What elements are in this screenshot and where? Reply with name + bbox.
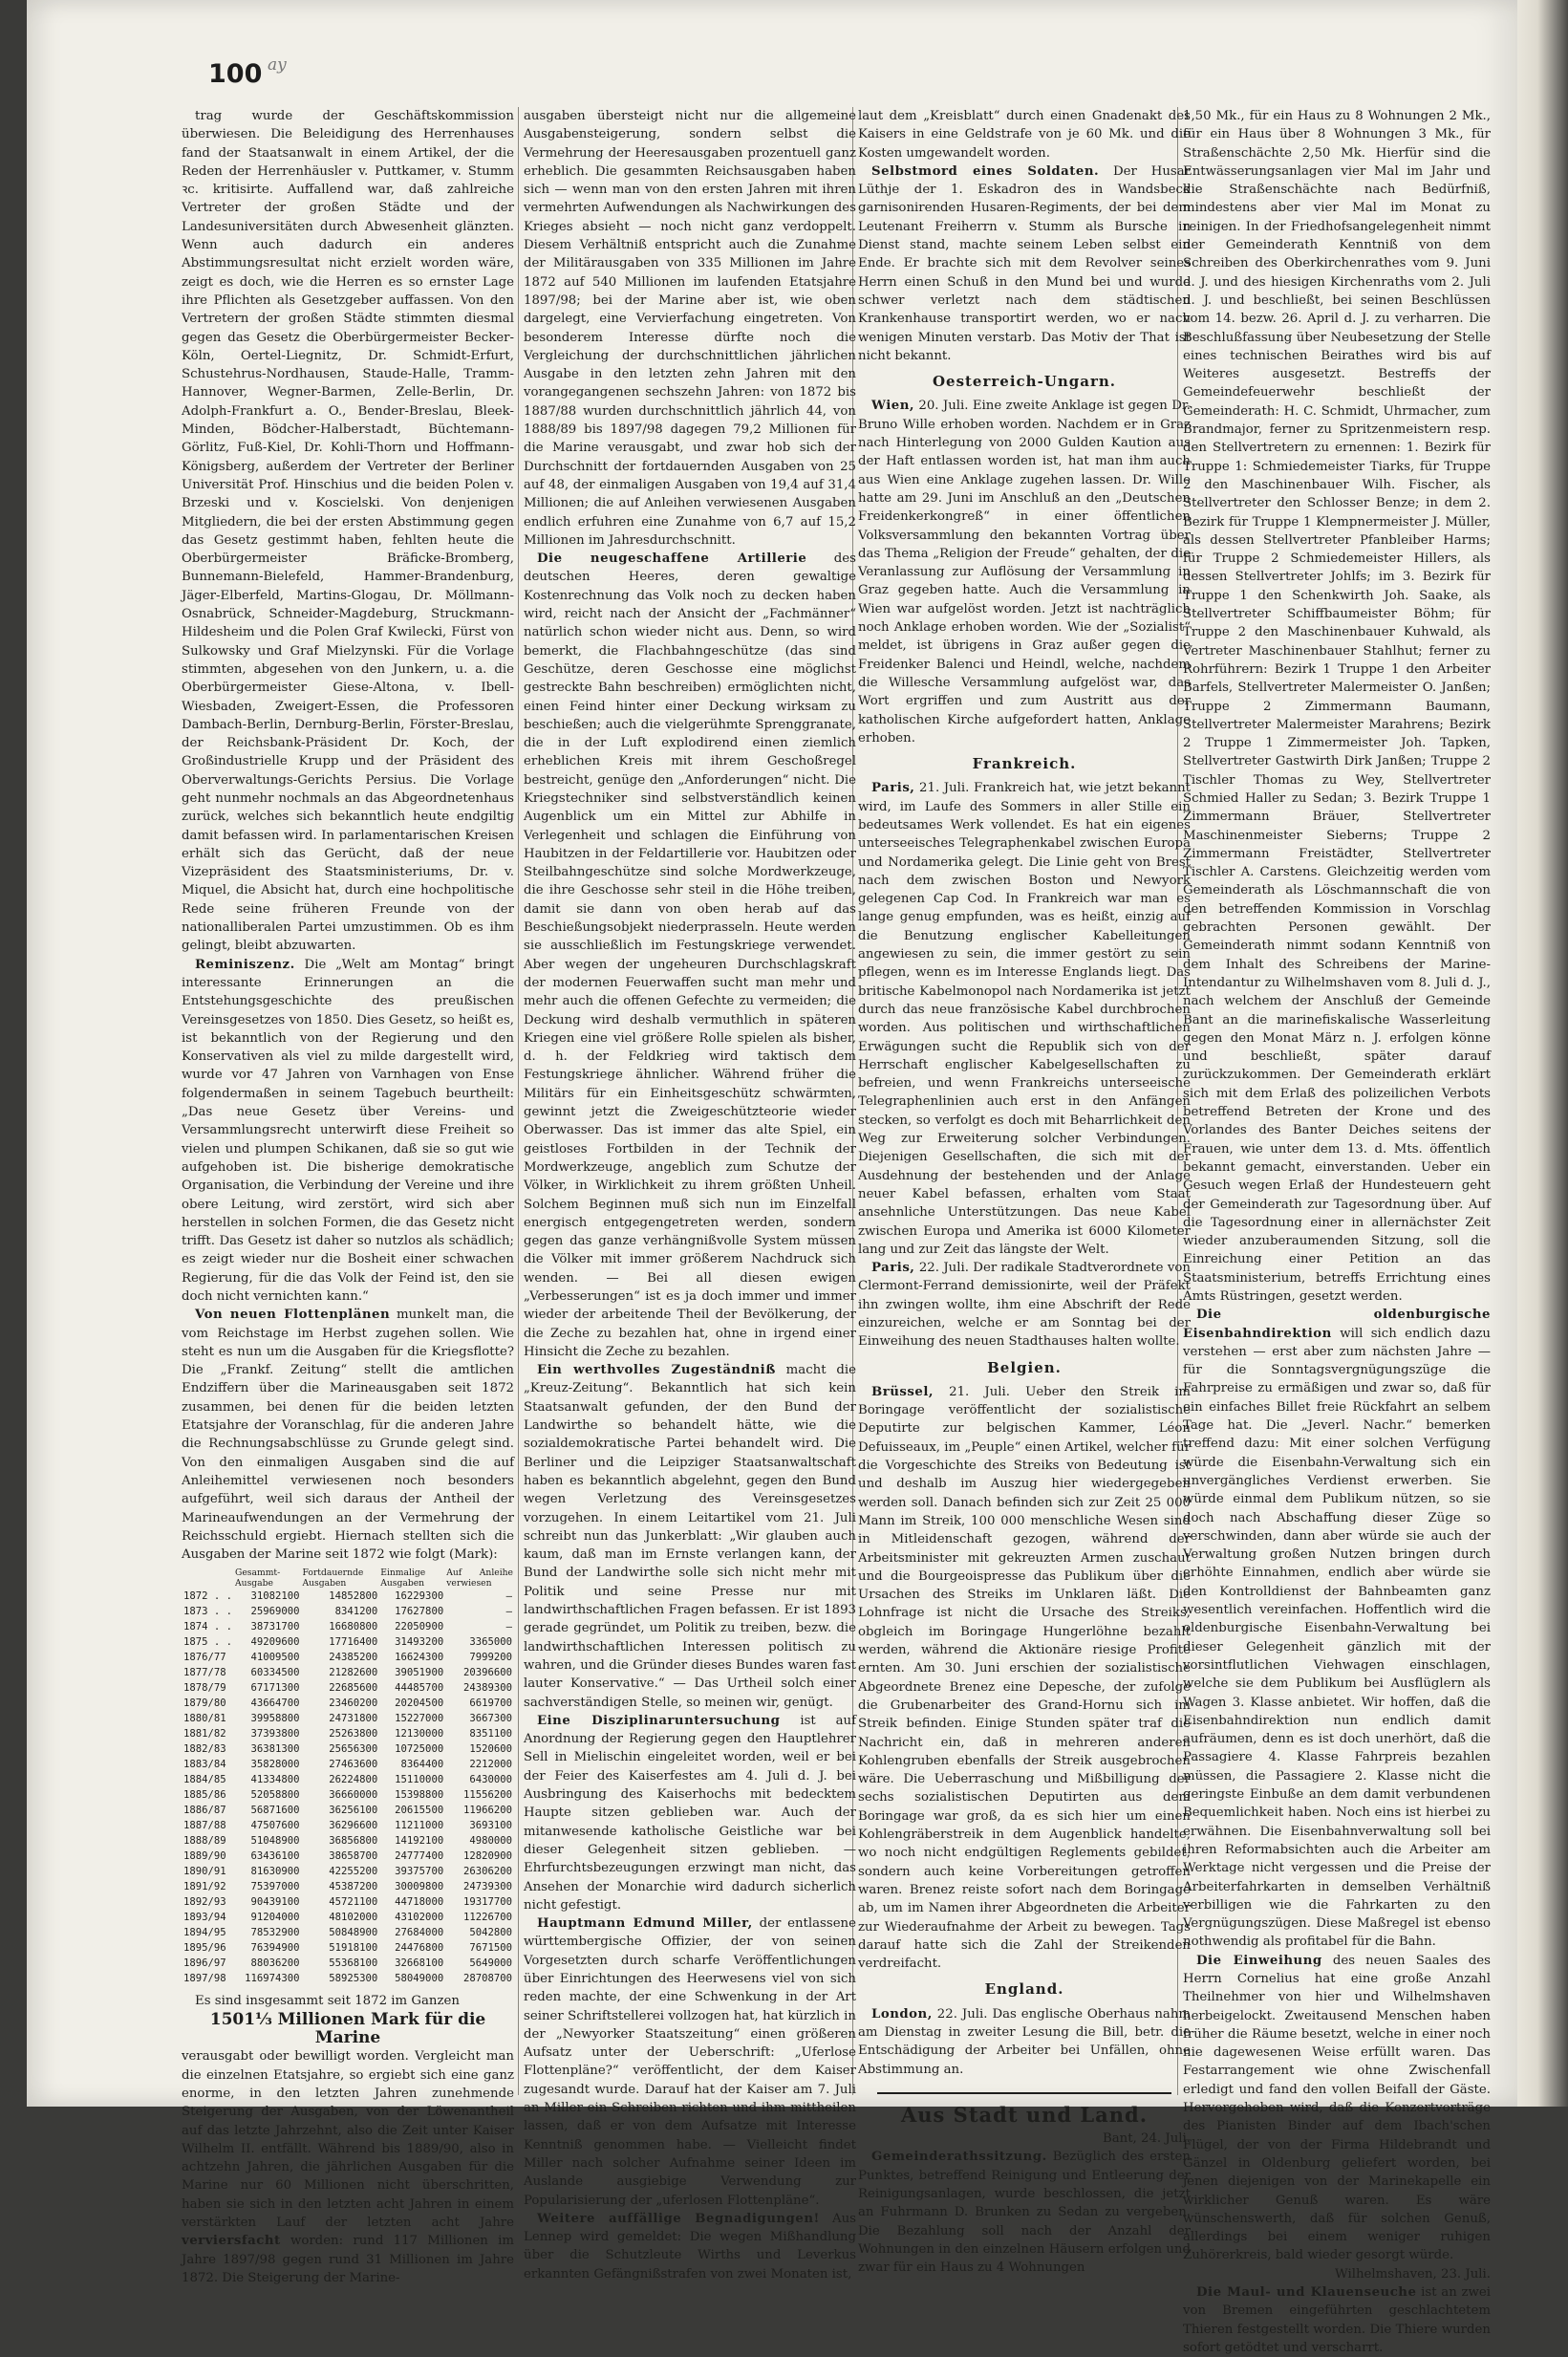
table-value-cell: 12820900 — [462, 1850, 512, 1863]
article-text: des deutschen Heeres, deren gewaltige Kostenrechnung das Volk noch zu decken haben wird, reicht nach der Ansicht der „Fachmänner“ natürlich schon wieder nicht aus. Denn, so wird bemerkt, die Flachbahngeschütze (das sind Geschütze, deren Geschosse eine möglichst gestreckte Bahn beschreiben) ermöglichten nicht, einen Feind hinter einer Deckung wirksam zu beschießen; auch die vielgerühmte Sprenggranate, die in der Luft explodirend einen ziemlich erheblichen Kreis mit ihrem Geschoßregel bestreicht, genüge den „Anforderungen“ nicht. Die Kriegstechniker sind selbstverständlich keinen Augenblick um ein Mittel zur Abhilfe in Verlegenheit und schlagen die Einführung von Haubitzen in der Feldartillerie vor. Haubitzen oder Steilbahngeschütze sind solche Mordwerkzeuge, die ihre Geschosse sehr steil in die Höhe treiben, damit sie dann von oben herab auf das Beschießungsobjekt niederprasseln. Heute werden sie ausschließlich im Festungskriege verwendet. Aber wegen der ungeheuren Durchschlagskraft der modernen Feuerwaffen sucht man mehr und mehr auch die offenen Gefechte zu vermeiden; die Deckung wird deshalb vermuthlich in späteren Kriegen eine viel größere Rolle spielen als bisher, d. h. der Feldkrieg wird taktisch dem Festungskriege ähnlicher. Während früher die Militärs für ein Einheitsgeschütz schwärmten, gewinnt jetzt die Zweigeschützteorie wieder Oberwasser. Das ist immer das alte Spiel, ein geistloses Fortbilden in der Technik der Mordwerkzeuge, angeblich zum Schutze der Völker, in Wirklichkeit zu ihrem größten Unheil. Solchem Beginnen muß sich nun im Einzelfall energisch entgegengetreten werden, sondern gegen das ganze verhängnißvolle System müssen die Völker mit immer größerem Nachdruck sich wenden. — Bei all diesen ewigen „Verbesserungen“ ist es ja doch immer und immer wieder der arbeitende Theil der Bevölkerung, der die Zeche zu bezahlen hat, ohne in irgend einer Hinsicht die Zeche zu bezahlen. — [524, 551, 856, 1359]
table-row — [182, 1879, 514, 1894]
table-row — [182, 1741, 514, 1757]
table-year-cell: 1885/86 — [183, 1789, 226, 1802]
table-value-cell: 20396600 — [462, 1667, 512, 1679]
table-value-cell: 42255200 — [329, 1866, 378, 1878]
article-text: ist auf Anordnung der Regierung gegen den Hauptlehrer Sell in Mielischin eingeleitet worden, weil er bei der Feier des Kaiserfestes am 4. Juli d. J. bei Ausbringung des Kaiserhochs mit bedecktem Haupte sitzen geblieben war. Auch der mitanwesende katholische Geistliche war bei dieser Gelegenheit sitzen geblieben. — Ehrfurchtsbezeugungen erzwingt man nicht, das Ansehen der Monarchie wird dadurch sicherlich nicht gefestigt. — [524, 1713, 857, 1913]
table-value-cell: 15227000 — [395, 1713, 444, 1725]
article-heading: Die Maul- und Klauenseuche — [1196, 2285, 1417, 2301]
column-1 — [182, 107, 514, 2285]
article-paragraph — [182, 2047, 514, 2287]
table-value-cell: 45721100 — [329, 1896, 378, 1909]
table-value-cell: 16229300 — [395, 1590, 444, 1603]
table-year-cell: 1878/79 — [183, 1682, 226, 1695]
table-value-cell: 51918100 — [329, 1942, 378, 1955]
article-text: worden: rund 117 Millionen im Jahre 1897/98 gegen rund 31 Millionen im Jahre 1872. Die Steigerung der Marine- — [182, 2234, 514, 2285]
table-value-cell: 11211000 — [395, 1820, 444, 1832]
article-text: macht die „Kreuz-Zeitung“. Bekanntlich hat sich kein Staatsanwalt gefunden, der den Bund der Landwirthe so behandelt hätte, wie die sozialdemokratische Partei behandelt wird. Die Berliner und die Leipziger Staatsanwaltschaft haben es bekanntlich abgelehnt, gegen den Bund wegen Verletzung des Vereinsgesetzes vorzugehen. In einem Leitartikel vom 21. Juli schreibt nun das Junkerblatt: „Wir glauben auch kaum, daß man im Ernste verlangen kann, der Bund der Landwirthe solle sich nicht mehr mit Politik und seine Presse nur mit landwirthschaftlichen Fragen befassen. Er ist 1893 gerade gegründet, um Politik zu treiben, bezw. die landwirthschaftlichen Interessen politisch zu wahren, und die Gründer dieses Bundes waren fast lauter Konservative.“ — Das Urtheil solch einer sachverständigen Stelle, so meinen wir, genügt. — [524, 1363, 856, 1710]
marine-expenditure-table — [182, 1568, 514, 1986]
table-value-cell: 47507600 — [250, 1820, 300, 1832]
table-row — [182, 1696, 514, 1711]
table-row — [182, 1680, 514, 1696]
table-value-cell: 38658700 — [329, 1850, 378, 1863]
dateline-place: Paris, — [871, 781, 915, 796]
table-value-cell: 27463600 — [329, 1759, 378, 1771]
table-value-cell: 88036200 — [250, 1957, 300, 1970]
table-value-cell: 30009800 — [395, 1881, 444, 1893]
table-value-cell: 81630900 — [250, 1866, 300, 1878]
article-text: der entlassene württembergische Offizier, der von seinen Vorgesetzten durch scharfe Veröffentlichungen über Einrichtungen des Heerwesens viel von sich reden machte, der eine Schwenkung in der Art seiner Schriftstellerei vollzogen hat, hat kürzlich in der „Newyorker Staatszeitung“ einen größeren Aufsatz unter der Ueberschrift: „Uferlose Flottenpläne?“ veröffentlicht, der dem Kaiser zugesandt wurde. Darauf hat der Kaiser am 7. Juli an Miller ein Schreiben richten und ihm mittheilen lassen, daß er von dem Aufsatze mit Interesse Kenntniß genommen habe. — Vielleicht findet Miller nach solcher Aufnahme seiner Ideen im Auslande ausgiebige Verwendung zur Popularisierung der „uferlosen Flottenpläne“. — [524, 1916, 856, 2208]
table-row — [182, 1787, 514, 1803]
table-year-cell: 1879/80 — [183, 1697, 226, 1710]
article-paragraph: Es sind insgesammt seit 1872 im Ganzen — [195, 1994, 460, 2009]
column-2 — [524, 107, 857, 2281]
article-paragraph: laut dem „Kreisblatt“ durch einen Gnadenakt des Kaisers in eine Geldstrafe von je 60 Mk. und die Kosten umgewandelt worden. — [858, 109, 1191, 161]
table-value-cell: 11556200 — [462, 1789, 512, 1802]
table-value-cell: 5649000 — [469, 1957, 512, 1970]
dateline: Wilhelmshaven, 23. Juli. — [1335, 2266, 1491, 2281]
table-value-cell: 6619700 — [469, 1697, 512, 1710]
table-value-cell: 21282600 — [329, 1667, 378, 1679]
article-heading: Weitere auffällige Begnadigungen! — [537, 2211, 820, 2226]
article-heading: Reminiszenz. — [195, 957, 295, 972]
table-value-cell: 55368100 — [329, 1957, 378, 1970]
table-year-cell: 1886/87 — [183, 1805, 226, 1817]
pencil-mark: ay — [268, 55, 287, 75]
table-value-cell: 28708700 — [462, 1973, 512, 1985]
dateline-place: Paris, — [871, 1261, 915, 1276]
table-value-cell: 36381300 — [250, 1743, 300, 1756]
table-value-cell: 36256100 — [329, 1805, 378, 1817]
article-paragraph — [524, 550, 856, 1361]
table-year-cell: 1889/90 — [183, 1850, 226, 1863]
table-value-cell: 52058800 — [250, 1789, 300, 1802]
table-value-cell: 27684000 — [395, 1927, 444, 1939]
table-value-cell: 51048900 — [250, 1835, 300, 1848]
table-value-cell: 36660000 — [329, 1789, 378, 1802]
table-value-cell: 5042800 — [469, 1927, 512, 1939]
table-value-cell: 24385200 — [329, 1652, 378, 1664]
table-value-cell: 26224800 — [329, 1774, 378, 1786]
table-header-cell: Fortdauernde Ausgaben — [302, 1568, 364, 1589]
table-value-cell: 7999200 — [469, 1652, 512, 1664]
table-value-cell: 44718000 — [395, 1896, 444, 1909]
article-text: 22. Juli. Das englische Oberhaus nahm am Dienstag in zweiter Lesung die Bill, betr. die Entschädigung der Arbeiter bei Unfällen, ohne Abstimmung an. — [858, 2006, 1191, 2077]
article-paragraph — [524, 1361, 856, 1712]
table-year-cell: 1897/98 — [183, 1973, 226, 1985]
column-rule — [518, 107, 519, 2095]
section-heading: Frankreich. — [972, 755, 1077, 773]
table-value-cell: 35828000 — [250, 1759, 300, 1771]
table-value-cell: 8364400 — [400, 1759, 444, 1771]
article-text: ist an zwei von Bremen eingeführten geschlachtetem Thieren festgestellt worden. Die Thiere wurden sofort getödtet und verscharrt. — [1183, 2285, 1491, 2355]
article-text: Bezüglich des ersten Punktes, betreffend Reinigung und Entleerung der Reinigungsanlagen, wurde beschlossen, die jetzt an Fuhrmann D. Brunken zu Sedan zu vergeben. Die Bezahlung soll nach der Anzahl der Wohnungen in den einzelnen Häusern erfolgen und zwar für ein Haus zu 4 Wohnungen — [858, 2150, 1191, 2276]
table-value-cell: 8351100 — [469, 1728, 512, 1741]
table-year-cell: 1876/77 — [183, 1652, 226, 1664]
table-row — [182, 1726, 514, 1741]
table-value-cell: 11226700 — [462, 1912, 512, 1924]
table-value-cell: 41009500 — [250, 1652, 300, 1664]
table-value-cell: 31082100 — [250, 1590, 300, 1603]
table-value-cell: 3667300 — [469, 1713, 512, 1725]
table-value-cell: 20615500 — [395, 1805, 444, 1817]
table-value-cell: 75397000 — [250, 1881, 300, 1893]
table-value-cell: 14852800 — [329, 1590, 378, 1603]
table-value-cell: 15398800 — [395, 1789, 444, 1802]
article-paragraph — [858, 779, 1191, 1259]
table-value-cell: 36856800 — [329, 1835, 378, 1848]
table-value-cell: — — [505, 1606, 512, 1618]
table-value-cell: 91204000 — [250, 1912, 300, 1924]
table-value-cell: 49209600 — [250, 1636, 300, 1649]
article-paragraph — [858, 2148, 1191, 2277]
table-value-cell: 76394900 — [250, 1942, 300, 1955]
article-paragraph — [858, 1383, 1191, 1974]
table-year-cell: 1894/95 — [183, 1927, 226, 1939]
table-row — [182, 1833, 514, 1849]
table-value-cell: 60334500 — [250, 1667, 300, 1679]
table-value-cell: 24739300 — [462, 1881, 512, 1893]
article-heading: Von neuen Flottenplänen — [195, 1308, 391, 1323]
table-row — [182, 1910, 514, 1925]
table-value-cell: 12130000 — [395, 1728, 444, 1741]
table-value-cell: 20204500 — [395, 1697, 444, 1710]
table-value-cell: 48102000 — [329, 1912, 378, 1924]
table-value-cell: 17627800 — [395, 1606, 444, 1618]
table-value-cell: 6430000 — [469, 1774, 512, 1786]
table-row — [182, 1864, 514, 1879]
table-value-cell: 26306200 — [462, 1866, 512, 1878]
table-value-cell: 67171300 — [250, 1682, 300, 1695]
table-year-cell: 1888/89 — [183, 1835, 226, 1848]
table-value-cell: 41334800 — [250, 1774, 300, 1786]
article-paragraph — [524, 1712, 856, 1914]
table-value-cell: — — [505, 1590, 512, 1603]
table-row — [182, 1665, 514, 1680]
table-row — [182, 1757, 514, 1772]
article-heading: Die Einweihung — [1196, 1953, 1322, 1968]
table-year-cell: 1882/83 — [183, 1743, 226, 1756]
table-value-cell: 39958800 — [250, 1713, 300, 1725]
table-year-cell: 1880/81 — [183, 1713, 226, 1725]
article-text: 22. Juli. Der radikale Stadtverordnete von Clermont-Ferrand demissionirte, weil der Präfekt ihn zwingen wollte, ihm eine Abschrift der Rede einzureichen, welche er am Sonntag bei der Einweihung des neuen Stadthauses halten wollte. — [858, 1261, 1191, 1350]
article-text: Die „Welt am Montag“ bringt interessante Erinnerungen an die Entstehungsgeschichte des preußischen Vereinsgesetzes von 1850. Dies Gesetz, so heißt es, ist bekanntlich von der Regierung und den Konservativen als viel zu milde dargestellt wird, wurde vor 47 Jahren von Varnhagen von Ense folgendermaßen in seinem Tagebuch beurtheilt: „Das neue Gesetz über Vereins- und Versammlungsrecht unterwirft diese Freiheit so vielen und plumpen Schikanen, daß sie so gut wie aufgehoben ist. Die bisherige demokratische Organisation, die Verbindung der Vereine und ihre obere Leitung, wird zerstört, wird sich aber herstellen in solchen Formen, die das Gesetz nicht trifft. Das Gesetz ist daher so nutzlos als schädlich; es zeigt wieder nur die Bosheit einer schwachen Regierung, für die das Volk der Feind ist, den sie doch nicht vernichten kann.“ — [182, 957, 514, 1304]
table-value-cell: 25969000 — [250, 1606, 300, 1618]
dateline-place: Wien, — [871, 399, 915, 414]
table-year-cell: 1884/85 — [183, 1774, 226, 1786]
table-year-cell: 1874 . . — [183, 1621, 233, 1633]
table-value-cell: 45387200 — [329, 1881, 378, 1893]
table-row — [182, 1619, 514, 1634]
table-value-cell: 36296600 — [329, 1820, 378, 1832]
table-value-cell: 116974300 — [245, 1973, 300, 1985]
table-value-cell: 39051900 — [395, 1667, 444, 1679]
article-text: Aus Lennep wird gemeldet: Die wegen Mißhandlung über die Schutzleute Wirths und Leverkus erkannten Gefängnißstrafen von zwei Monaten ist, — [524, 2211, 856, 2281]
table-year-cell: 1877/78 — [183, 1667, 226, 1679]
table-row — [182, 1772, 514, 1787]
section-heading: England. — [984, 1980, 1064, 1999]
table-header-cell: Auf Anleihe verwiesen — [446, 1568, 513, 1589]
column-4 — [1183, 107, 1491, 2355]
article-heading: Hauptmann Edmund Miller, — [537, 1916, 753, 1932]
column-3 — [858, 107, 1192, 2276]
table-row — [182, 1925, 514, 1940]
article-paragraph — [182, 1306, 514, 1564]
page-number: 100 — [208, 59, 263, 89]
article-paragraph — [182, 956, 514, 1307]
article-text: 21. Juli. Frankreich hat, wie jetzt bekannt wird, im Laufe des Sommers in aller Stille ein bedeutsames Werk vollendet. Es hat ein eigenes unterseeisches Telegraphenkabel zwischen Europa und Nordamerika gelegt. Die Linie geht von Brest nach dem zwischen Boston und Newyork gelegenen Cap Cod. In Frankreich war man es lange genug empfunden, was es heißt, einzig auf die Benutzung englischer Kabelleitungen angewiesen zu sein, die immer gestört zu sein pflegen, wenn es im Interesse Englands liegt. Das britische Kabelmonopol nach Nordamerika ist jetzt durch das neue französische Kabel durchbrochen worden. Aus politischen und wirthschaftlichen Erwägungen sucht die Republik sich von der Herrschaft englischer Kabelgesellschaften zu befreien, und wenn Frankreichs unterseeische Telegraphenlinien auch erst in den Anfängen stecken, so verfolgt es doch mit Beharrlichkeit den Weg zur Erweiterung solcher Verbindungen. Diejenigen Gesellschaften, die sich mit der Ausdehnung der bestehenden und der Anlage neuer Kabel befassen, erhalten vom Staat ansehnliche Unterstützungen. Das neue Kabel zwischen Europa und Amerika ist 6000 Kilometer lang und zur Zeit das längste der Welt. — [858, 781, 1191, 1257]
table-value-cell: 7671500 — [469, 1942, 512, 1955]
article-paragraph — [524, 2210, 856, 2283]
table-value-cell: 8341200 — [334, 1606, 378, 1618]
article-text: des neuen Saales des Herrn Cornelius hat eine große Anzahl Theilnehmer von hier und Wilhelmshaven herbeigelockt. Zweitausend Menschen haben früher die Räume besetzt, welche in einer noch nie dagewesenen Weise erfüllt waren. Das Festarrangement wie ohne Zwischenfall erledigt und fand den vollen Beifall der Gäste. Hervorgehoben wird, daß die Konzertvorträge des Pianisten Binder auf dem Ibach'schen Flügel, der von der Firma Hildebrandt und Gänzel in Oldenburg geliefert worden, bei jenen diejenigen von der Marinekapelle ein wirklicher Genuß waren. Es wäre wünschenswerth, daß für solchen Genuß, allerdings bei einem weniger ruhigen Zuhörerkreis, bald wieder gesorgt würde. — [1183, 1953, 1491, 2263]
table-value-cell: 16680800 — [329, 1621, 378, 1633]
dateline: Bant, 24. Juli. — [1102, 2131, 1191, 2147]
table-value-cell: 16624300 — [395, 1652, 444, 1664]
table-value-cell: 15110000 — [395, 1774, 444, 1786]
table-year-cell: 1883/84 — [183, 1759, 226, 1771]
table-header-cell: Einmalige Ausgaben — [380, 1568, 426, 1589]
table-value-cell: 24731800 — [329, 1713, 378, 1725]
table-row — [182, 1818, 514, 1833]
table-row — [182, 1971, 514, 1986]
table-value-cell: 58925300 — [329, 1973, 378, 1985]
table-value-cell: — — [505, 1621, 512, 1633]
table-value-cell: 17716400 — [329, 1636, 378, 1649]
table-value-cell: 38731700 — [250, 1621, 300, 1633]
table-value-cell: 24476800 — [395, 1942, 444, 1955]
table-value-cell: 22685600 — [329, 1682, 378, 1695]
table-value-cell: 24777400 — [395, 1850, 444, 1863]
article-text: 21. Juli. Ueber den Streik im Boringage veröffentlicht der sozialistische Deputirte zur belgischen Kammer, Léon Defuisseaux, im „Peuple“ einen Artikel, welcher für die Vorgeschichte des Streiks von Bedeutung ist und deshalb im Auszug hier wiedergegeben werden soll. Danach befinden sich zur Zeit 25 000 Mann im Streik, 100 000 menschliche Wesen sind in Mitleidenschaft gezogen, während der Arbeitsminister mit gekreuzten Armen zuschaut und die Bourgeoispresse das Publikum über die Ursachen des Streiks im Unklaren läßt. Die Lohnfrage ist nicht die Ursache des Streiks, obgleich im Boringage Hungerlöhne bezahlt werden, während die Aktionäre riesige Profite ernten. Am 30. Juni erschien der sozialistische Abgeordnete Brenez eine Depesche, der zufolge die Grubenarbeiter des Grand-Hornu sich im Streik befinden. Einige Stunden später traf die Nachricht ein, daß in mehreren anderen Kohlengruben ebenfalls der Streik ausgebrochen wäre. Die Ueberraschung und Mißbilligung der sechs sozialistischen Deputirten aus dem Boringage war groß, da es sich hier um einen Kohlengräberstreik in dem Augenblick handelte, wo noch nicht endgültigen Reglements gebildet, sondern auch keine Vorbereitungen getroffen waren. Brenez reiste sofort nach dem Boringage ab, um im Namen ihrer Abgeordneten die Arbeiter zur Wiederaufnahme der Arbeit zu bewegen. Tags darauf hatte sich die Zahl der Streikenden verdreifacht. — [858, 1384, 1192, 1972]
article-heading: Gemeinderathssitzung. — [871, 2150, 1047, 2165]
article-heading: Ein werthvolles Zugeständniß — [537, 1363, 776, 1378]
table-row — [182, 1849, 514, 1864]
table-value-cell: 50848900 — [329, 1927, 378, 1939]
article-paragraph — [858, 2005, 1191, 2079]
table-year-cell: 1895/96 — [183, 1942, 226, 1955]
article-heading: Eine Disziplinaruntersuchung — [537, 1713, 781, 1728]
local-news-title: Aus Stadt und Land. — [900, 2102, 1149, 2127]
table-year-cell: 1881/82 — [183, 1728, 226, 1741]
table-value-cell: 23460200 — [329, 1697, 378, 1710]
table-year-cell: 1892/93 — [183, 1896, 226, 1909]
article-paragraph — [858, 397, 1191, 747]
table-value-cell: 25656300 — [329, 1743, 378, 1756]
table-year-cell: 1890/91 — [183, 1866, 226, 1878]
article-paragraph — [858, 162, 1191, 365]
section-heading: Belgien. — [987, 1358, 1062, 1376]
table-header-cell: Gesammt-Ausgabe — [235, 1568, 281, 1589]
section-heading: Oesterreich-Ungarn. — [932, 373, 1117, 391]
table-value-cell: 63436100 — [250, 1850, 300, 1863]
table-value-cell: 10725000 — [395, 1743, 444, 1756]
article-heading: Die oldenburgische Eisenbahndirektion — [1183, 1308, 1491, 1341]
table-value-cell: 14192100 — [395, 1835, 444, 1848]
table-row — [182, 1634, 514, 1650]
article-text: 20. Juli. Eine zweite Anklage ist gegen Dr. Bruno Wille erhoben worden. Nachdem er in Graz nach Hinterlegung von 2000 Gulden Kaution aus der Haft entlassen worden ist, hat man ihm auch aus Wien eine Anklage zugehen lassen. Dr. Wille hatte am 29. Juni im Anschluß an den „Deutschen Freidenkerkongreß“ in einer öffentlichen Volksversammlung den bekannten Vortrag über das Thema „Religion der Freude“ gehalten, der die Veranlassung zur Auflösung der Versammlung in Graz gegeben hatte. Auch die Versammlung in Wien war aufgelöst worden. Jetzt ist nachträglich noch Anklage erhoben worden. Wie der „Sozialist“ meldet, ist übrigens in Graz außer gegen die Freidenker Balenci und Heindl, welche, nachdem die Willesche Versammlung aufgelöst war, das Wort ergriffen und zum Austritt aus der katholischen Kirche aufgefordert hatten, Anklage erhoben. — [858, 399, 1191, 746]
table-row — [182, 1650, 514, 1665]
table-value-cell: 2212000 — [469, 1759, 512, 1771]
dateline-place: Brüssel, — [871, 1384, 934, 1399]
table-value-cell: 58049000 — [395, 1973, 444, 1985]
table-value-cell: 3693100 — [469, 1820, 512, 1832]
table-year-cell: 1875 . . — [183, 1636, 233, 1649]
table-value-cell: 90439100 — [250, 1896, 300, 1909]
table-value-cell: 19317700 — [462, 1896, 512, 1909]
dateline-place: London, — [871, 2006, 933, 2022]
article-paragraph — [1183, 1306, 1491, 1951]
table-value-cell: 32668100 — [395, 1957, 444, 1970]
table-value-cell: 25263800 — [329, 1728, 378, 1741]
table-value-cell: 24389300 — [462, 1682, 512, 1695]
article-paragraph — [1183, 2283, 1491, 2357]
headline-total: 1501⅓ Millionen Mark für die Marine — [209, 2009, 486, 2048]
table-year-cell: 1887/88 — [183, 1820, 226, 1832]
article-text: will sich endlich dazu verstehen — erst aber zum nächsten Jahre — für die Sonntagsvergnügungszüge die Fahrpreise zu ermäßigen und zwar so, daß für ein einfaches Billet freie Rückfahrt an selbem Tage hat. Die „Jeverl. Nachr.“ bemerken treffend dazu: Mit einer solchen Verfügung würde die Eisenbahn-Verwaltung sich ein unvergängliches Verdienst erwerben. Sie würde einmal dem Publikum nützen, so sie doch nach Abschaffung dieser Züge so verschwinden, dann aber würde sie auch der Verwaltung großen Nutzen bringen durch erhöhte Einnahmen, endlich aber würde sie den Kontrolldienst der Bahnbeamten ganz wesentlich vereinfachen. Hoffentlich wird die oldenburgische Eisenbahn-Verwaltung bei dieser Gelegenheit gänzlich mit der vorsintflutlichen Viehwagen einschlagen, welche sie dem Publikum bei Ausflüglern als Wagen 3. Klasse anbietet. Wir hoffen, daß die Eisenbahndirektion nun endlich damit aufräumen, denn es ist doch unerhört, daß die Passagiere 4. Klasse Fahrpreis bezahlen müssen, die Passagiere 2. Klasse nicht die geringste Einbuße an dem damit verbundenen Bequemlichkeit haben. Noch eins ist hierbei zu erwähnen. Die Eisenbahnverwaltung soll bei ihren Reformabsichten auch die Arbeiter am Werktage nicht vergessen und die Preise der Arbeiterfahrkarten in demselben Verhältniß verbilligen wie die Fahrkarten zu den Vergnügungszügen. Diese Maßregel ist ebenso nothwendig als profitabel für die Bahn. — [1183, 1326, 1491, 1950]
table-value-cell: 56871600 — [250, 1805, 300, 1817]
table-header-cell — [182, 1568, 234, 1589]
table-row — [182, 1589, 514, 1604]
table-year-cell: 1896/97 — [183, 1957, 226, 1970]
article-text: verausgabt oder bewilligt worden. Vergleicht man die einzelnen Etatsjahre, so ergiebt sich eine ganz enorme, in den letzten Jahren zunehmende Steigerung der Ausgaben, von der Löwenantheil auf das letzte Jahrzehnt, also die Zeit unter Kaiser Wilhelm II. entfällt. Während bis 1889/90, also in achtzehn Jahren, die jährlichen Ausgaben für die Marine nur 60 Millionen nicht überschritten, haben sie sich in den letzten acht Jahren in einem verstärkten Lauf der letzten acht Jahre — [182, 2049, 514, 2231]
article-paragraph: ausgaben übersteigt nicht nur die allgemeine Ausgabensteigerung, sondern selbst die Vermehrung der Heeresausgaben prozentuell ganz erheblich. Die gesammten Reichsausgaben haben sich — wenn man von den ersten Jahren mit ihren vermehrten Aufwendungen als Nachwirkungen des Krieges absieht — noch nicht ganz verdoppelt. Diesem Verhältniß entspricht auch die Zunahme der Militärausgaben von 335 Millionen im Jahre 1872 auf 540 Millionen im laufenden Etatsjahre 1897/98; bei der Marine aber ist, wie oben dargelegt, eine Vervierfachung eingetreten. Von besonderem Interesse dürfte noch die Vergleichung der durchschnittlichen jährlichen Ausgabe in den letzten zehn Jahren mit den vorangegangenen sechszehn Jahren: von 1872 bis 1887/88 wurden durchschnittlich jährlich 44, von 1888/89 bis 1897/98 dagegen 79,2 Millionen für die Marine verausgabt, und zwar hob sich der Durchschnitt der fortdauernden Ausgaben von 25 auf 48, der einmaligen Ausgaben von 19,4 auf 31,4 Millionen; die auf Anleihen verwiesenen Ausgaben endlich erfuhren eine Zunahme von 6,7 auf 15,2 Millionen im Jahresdurchschnitt. — [524, 109, 856, 548]
article-heading: Selbstmord eines Soldaten. — [871, 163, 1100, 179]
table-row — [182, 1956, 514, 1971]
table-year-cell: 1893/94 — [183, 1912, 226, 1924]
article-heading: Die neugeschaffene Artillerie — [537, 551, 807, 567]
table-row — [182, 1894, 514, 1910]
article-text: munkelt man, die vom Reichstage im Herbst zugehen sollen. Wie steht es nun um die Ausgaben für die Kriegsflotte? Die „Frankf. Zeitung“ stellt die amtlichen Endziffern über die Marineausgaben seit 1872 zusammen, bei denen für die beiden letzten Etatsjahre der Voranschlag, für die anderen Jahre die Rechnungsabschlüsse zu Grunde gelegt sind. Von den einmaligen Ausgaben sind die auf Anleihemittel verwiesenen noch besonders aufgeführt, weil sich daraus der Antheil der Marineaufwendungen an der Vermehrung der Reichsschuld ergiebt. Hiernach stellten sich die Ausgaben der Marine seit 1872 wie folgt (Mark): — [182, 1308, 514, 1563]
emphasis-text: verviersfacht — [182, 2234, 281, 2249]
table-year-cell: 1891/92 — [183, 1881, 226, 1893]
table-value-cell: 11966200 — [462, 1805, 512, 1817]
table-row — [182, 1803, 514, 1818]
table-value-cell: 78532900 — [250, 1927, 300, 1939]
table-value-cell: 4980000 — [469, 1835, 512, 1848]
article-paragraph: 1,50 Mk., für ein Haus zu 8 Wohnungen 2 Mk., für ein Haus über 8 Wohnungen 3 Mk., für Straßenschächte 2,50 Mk. Hierfür sind die Entwässerungsanlagen vier Mal im Jahr und die Straßenschächte nach Bedürfniß, mindestens aber vier Mal im Monat zu reinigen. In der Friedhofsangelegenheit nimmt der Gemeinderath Kenntniß von dem Schreiben des Oberkirchenrathes vom 9. Juni d. J. und des hiesigen Kirchenraths vom 2. Juli d. J. und beschließt, bei seinen Beschlüssen vom 14. bezw. 26. April d. J. zu verharren. Die Beschlußfassung über Neubesetzung der Stelle eines technischen Beirathes wird bis auf Weiteres ausgesetzt. Bestreffs der Gemeindefeuerwehr beschließt der Gemeinderath: H. C. Schmidt, Uhrmacher, zum Brandmajor, ferner zu Spritzenmeistern resp. den Stellvertretern zu ernennen: 1. Bezirk für Truppe 1: Schmiedemeister Tiarks, für Truppe 2 den Maschinenbauer Wilh. Fischer, als Stellvertreter den Schlosser Benze; in dem 2. Bezirk für Truppe 1 Klempnermeister J. Müller, als dessen Stellvertreter Pfanbleiber Harms; für Truppe 2 Schmiedemeister Hillers, als dessen Stellvertreter Johlfs; im 3. Bezirk für Truppe 1 den Schenkwirth Joh. Saake, als Stellvertreter Schiffbaumeister Böhm; für Truppe 2 den Maschinenbauer Kuhwald, als Vertreter Maschinenbauer Stahlhut; ferner zu Rohrführern: Bezirk 1 Truppe 1 den Arbeiter Barfels, Stellvertreter Malermeister O. Janßen; Truppe 2 Zimmermann Baumann, Stellvertreter Malermeister Marahrens; Bezirk 2 Truppe 1 Zimmermeister Joh. Tapken, Stellvertreter Gastwirth Dirk Janßen; Truppe 2 Tischler Thomas zu Wey, Stellvertreter Schmied Haller zu Sedan; 3. Bezirk Truppe 1 Zimmermann Bräuer, Stellvertreter Maschinenmeister Sieberns; Truppe 2 Zimmermann Freistädter, Stellvertreter Tischler A. Carstens. Gleichzeitig werden vom Gemeinderath als Löschmannschaft die von den betreffenden Kommission in Vorschlag gebrachten Personen gewählt. Der Gemeinderath nimmt sodann Kenntniß von dem Inhalt des Schreibens der Marine-Intendantur zu Wilhelmshaven vom 8. Juli d. J., nach welchem der Anschluß der Gemeinde Bant an die marinefiskalische Wasserleitung gegen den Monat März n. J. erfolgen könne und beschließt, später darauf zurückzukommen. Der Gemeinderath erklärt sich mit dem Erlaß des polizeilichen Verbots betreffend Betreten der Krone und des Vorlandes des Banter Deiches seitens der Frauen, wie unter dem 13. d. Mts. öffentlich bekannt gemacht, einverstanden. Ueber ein Gesuch wegen Erlaß der Hundesteuern geht der Gemeinderath zur Tagesordnung über. Auf die Tagesordnung einer in allernächster Zeit wieder anzuberaumenden Sitzung, soll die Einreichung einer Petition an das Staatsministerium, betreffs Errichtung eines Amts Rüstringen, gesetzt werden. — [1183, 109, 1491, 1304]
article-text: Der Husar Lüthje der 1. Eskadron des in Wandsbeck garnisonirenden Husaren-Regiments, der bei dem Leutenant Freiherrn v. Stumm als Bursche in Dienst stand, machte seinem Leben selbst ein Ende. Er brachte sich mit dem Revolver seines Herrn einen Schuß in den Mund bei und wurde schwer verletzt nach dem städtischen Krankenhause transportirt werden, wo er nach wenigen Minuten verstarb. Das Motiv der That ist nicht bekannt. — [858, 163, 1191, 363]
table-value-cell: 39375700 — [395, 1866, 444, 1878]
binding-edge — [1517, 0, 1568, 2107]
table-value-cell: 37393800 — [250, 1728, 300, 1741]
article-paragraph: trag wurde der Geschäftskommission überwiesen. Die Beleidigung des Herrenhauses fand der Staatsanwalt in einem Artikel, der die Reden der Herrenhäusler v. Puttkamer, v. Stumm ꝛc. kritisirte. Auffallend war, daß zahlreiche Vertreter der großen Städte und der Landesuniversitäten durch Abwesenheit glänzten. Wenn auch dadurch ein anderes Abstimmungsresultat nicht erzielt worden wäre, zeigt es doch, wie die Herren es so ernster Lage ihre Pflichten als Gesetzgeber auffassen. Von den Vertretern der großen Städte stimmten diesmal gegen das Gesetz die Oberbürgermeister Becker-Köln, Oertel-Liegnitz, Dr. Schmidt-Erfurt, Schustehrus-Nordhausen, Staude-Halle, Tramm-Hannover, Wegner-Barmen, Zelle-Berlin, Dr. Adolph-Frankfurt a. O., Bender-Breslau, Bleek-Minden, Bödcher-Halberstadt, Büchtemann-Görlitz, Fuß-Kiel, Dr. Kohli-Thorn und Hoffmann-Königsberg, außerdem der Vertreter der Berliner Universität Prof. Hinschius und die beiden Polen v. Brzeski und v. Koscielski. Von denjenigen Mitgliedern, die bei der ersten Abstimmung gegen das Gesetz gestimmt haben, fehlten heute die Oberbürgermeister Bräficke-Bromberg, Bunnemann-Bielefeld, Hammer-Brandenburg, Jäger-Elberfeld, Martins-Glogau, Dr. Möllmann-Osnabrück, Schneider-Magdeburg, Struckmann-Hildesheim und die Polen Graf Kwilecki, Fürst von Sulkowsky und Graf Mielzynski. Für die Vorlage stimmten, abgesehen von den Junkern, u. a. die Oberbürgermeister Giese-Altona, v. Ibell-Wiesbaden, Zweigert-Essen, die Professoren Dambach-Berlin, Dernburg-Berlin, Förster-Breslau, der Reichsbank-Präsident Dr. Koch, der Großindustrielle Krupp und der Präsident des Oberverwaltungs-Gerichts Persius. Die Vorlage geht nunmehr nochmals an das Abgeordnetenhaus zurück, welches sich bekanntlich heute endgiltig damit befassen wird. In parlamentarischen Kreisen erhält sich das Gerücht, daß der neue Vizepräsident des Staatsministeriums, Dr. v. Miquel, die Absicht hat, durch eine hochpolitische Rede seine früheren Freunde von der nationalliberalen Partei umzustimmen. Ob es ihm gelingt, bleibt abzuwarten. — [182, 109, 514, 954]
article-paragraph — [858, 1259, 1191, 1351]
table-year-cell: 1873 . . — [183, 1606, 233, 1618]
table-year-cell: 1872 . . — [183, 1590, 233, 1603]
table-value-cell: 3365000 — [469, 1636, 512, 1649]
table-value-cell: 43102000 — [395, 1912, 444, 1924]
table-value-cell: 43664700 — [250, 1697, 300, 1710]
table-row — [182, 1711, 514, 1726]
table-row — [182, 1604, 514, 1619]
table-value-cell: 31493200 — [395, 1636, 444, 1649]
table-row — [182, 1940, 514, 1956]
table-value-cell: 1520600 — [469, 1743, 512, 1756]
section-divider — [877, 2092, 1171, 2094]
article-paragraph — [524, 1914, 856, 2210]
article-paragraph — [1183, 1952, 1491, 2265]
table-value-cell: 44485700 — [395, 1682, 444, 1695]
table-value-cell: 22050900 — [395, 1621, 444, 1633]
